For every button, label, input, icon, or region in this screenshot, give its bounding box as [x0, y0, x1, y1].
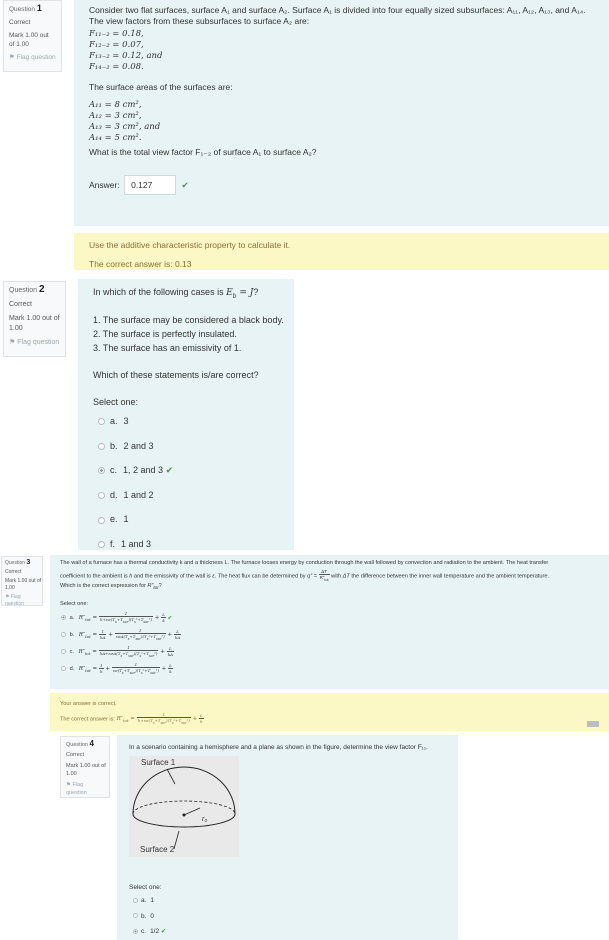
q4-figure: [129, 756, 239, 857]
q2-question: In which of the following cases is $E_b = J$?: [93, 287, 259, 300]
q2-statement: 3. The surface has an emissivity of 1.: [93, 343, 242, 353]
q4-figure-radius: r₀: [202, 816, 208, 823]
q2-mark: Mark 1.00 out of 1.00: [9, 315, 60, 332]
q2-flag-label: Flag question: [17, 339, 60, 346]
q4-question: In a scenario containing a hemisphere and a plane as shown in the figure, determine the view factor F₁₁.: [129, 744, 428, 751]
q2-number-label: Question: [9, 287, 38, 294]
q2-option-letter: e.: [110, 514, 118, 525]
q3-option-formula: $R''_{tot}$ = $\frac{1}{h+\varepsilon\sigma(T_s+T_{sur})(T_s^2+T_{sur}^2)}$ + $\frac{L}{k}$: [78, 611, 165, 624]
q3-feedback-correct: Your answer is correct.: [60, 701, 117, 707]
q3-text-line2: coefficient to the ambient is h and the emissivity of the wall is ε. The heat flux can be determined by q″ = $\frac{\Delta T}{R''_{tot}}$ with ΔT the difference between the inner wall temperature and the ambient temperature.: [60, 569, 550, 582]
q4-select-one: Select one:: [129, 884, 162, 891]
q4-figure-surface1: Surface 1: [141, 758, 176, 767]
q4-info-box: [60, 736, 110, 798]
q3-option-letter: c.: [69, 649, 74, 656]
q3-flag-button[interactable]: [5, 594, 39, 608]
q2-option[interactable]: [98, 538, 151, 550]
q2-select-one: Select one:: [93, 397, 139, 407]
q3-option-formula: $R''_{tot}$ = $\frac{1}{hA+\varepsilon\sigma A(T_s+T_{sur})(T_s^2+T_{sur}^2)}$ + $\frac{L}{kA}$: [78, 645, 174, 658]
q1-question: What is the total view factor F₁₋₂ of surface A₁ to surface A₂?: [89, 147, 317, 157]
q4-state: Correct: [66, 752, 85, 758]
q1-flag-button[interactable]: [9, 53, 56, 62]
check-icon: ✔: [167, 615, 173, 622]
q2-flag-button[interactable]: [9, 338, 60, 348]
q1-number-label: Question: [9, 6, 36, 13]
q1-area: A₁₄ = 5 cm².: [89, 133, 142, 143]
q3-option-radio[interactable]: [61, 649, 66, 654]
q1-state: Correct: [9, 19, 31, 26]
q4-option[interactable]: [133, 912, 154, 921]
check-icon: ✔: [159, 928, 167, 935]
q1-view-factor: F₁₁₋₂ = 0.18,: [89, 29, 144, 39]
q2-option-radio[interactable]: [98, 541, 105, 548]
q1-vf-intro: The view factors from these subsurfaces to surface A₂ are:: [89, 16, 310, 26]
q3-select-one: Select one:: [60, 601, 88, 607]
q4-mark: Mark 1.00 out of 1.00: [66, 763, 106, 777]
q1-answer-row: [89, 175, 609, 195]
q1-area: A₁₂ = 3 cm²,: [89, 111, 142, 121]
q3-option-c[interactable]: [61, 645, 174, 658]
q1-areas: [89, 100, 609, 144]
q2-option-letter: c.: [110, 465, 118, 476]
q2-option-text: 1 and 2: [123, 489, 154, 500]
q1-info-box: [3, 0, 62, 72]
q4-number: [66, 740, 104, 749]
check-icon: ✔: [163, 465, 174, 476]
q3-option-letter: d.: [69, 666, 75, 673]
q4-option-letter: b.: [141, 912, 147, 920]
q2-content-panel: [78, 279, 294, 550]
q1-answer-label: Answer:: [89, 180, 120, 190]
q2-option-radio[interactable]: [98, 443, 105, 450]
q3-content-panel: [50, 555, 609, 689]
scroll-marker-icon: [587, 721, 599, 727]
q4-option[interactable]: [133, 896, 154, 905]
q2-statement: 1. The surface may be considered a black body.: [93, 315, 284, 325]
q2-option-radio[interactable]: [98, 418, 105, 425]
flag-icon: ⚑: [66, 782, 71, 788]
q3-option-formula: $R''_{tot}$ = $\frac{1}{hA}$ + $\frac{1}{\varepsilon\sigma A(T_s+T_{sur})(T_s^2+T_{sur}^2)}$ + $\frac{L}{kA}$: [78, 628, 181, 641]
q2-statement: 2. The surface is perfectly insulated.: [93, 329, 237, 339]
q1-feedback: [74, 233, 609, 270]
flag-icon: ⚑: [9, 339, 16, 346]
q3-option-radio[interactable]: [61, 615, 66, 620]
q2-option[interactable]: [98, 415, 129, 427]
q2-option-letter: a.: [110, 416, 118, 426]
q1-content-panel: [74, 0, 609, 226]
q4-option-text: 1/2: [150, 928, 160, 935]
q2-option-radio[interactable]: [98, 517, 105, 524]
q2-option-radio[interactable]: [98, 492, 105, 499]
q2-option-letter: d.: [110, 489, 118, 500]
q2-option-letter: b.: [110, 440, 118, 451]
q3-option-radio[interactable]: [61, 666, 66, 671]
q3-number-label: Question: [5, 560, 26, 566]
q4-content-panel: [117, 735, 458, 940]
q3-option-radio[interactable]: [61, 632, 66, 637]
hemisphere-figure: [129, 756, 239, 857]
q2-option[interactable]: [98, 464, 173, 476]
q2-option[interactable]: [98, 513, 129, 525]
q1-view-factor: F₁₃₋₂ = 0.12, and: [89, 51, 163, 61]
q4-option[interactable]: [133, 927, 166, 936]
q3-number: [5, 559, 39, 567]
q3-option-formula: $R''_{tot}$ = $\frac{1}{h}$ + $\frac{1}{\varepsilon\sigma(T_s+T_{sur})(T_s^2+T_{sur}^2)}$ + $\frac{L}{k}$: [78, 662, 172, 675]
q3-option-letter: b.: [69, 632, 75, 639]
q4-option-radio[interactable]: [133, 898, 138, 903]
q1-number-value: 1: [36, 3, 42, 13]
q2-statements: [93, 313, 284, 355]
q2-prompt: Which of these statements is/are correct?: [93, 370, 259, 380]
q4-number-value: 4: [89, 739, 94, 748]
q1-view-factor: F₁₄₋₂ = 0.08.: [89, 62, 144, 72]
q4-option-letter: a.: [141, 897, 147, 904]
q2-option-text: 3: [123, 416, 129, 426]
q2-option[interactable]: [98, 440, 154, 452]
q2-option-text: 1, 2 and 3: [123, 465, 164, 476]
q3-number-value: 3: [26, 559, 31, 566]
q4-option-text: 0: [150, 912, 155, 920]
q1-view-factors: [89, 29, 609, 73]
check-icon: ✔: [181, 180, 189, 190]
q1-feedback-correct: The correct answer is: 0.13: [89, 259, 192, 269]
q4-figure-surface2: Surface 2: [140, 845, 175, 854]
q3-text-line1: The wall of a furnace has a thermal conductivity k and a thickness L. The furnace looses energy by conduction through the wall followed by convection and radiation to the ambient. The heat transfer: [60, 560, 549, 566]
q1-feedback-hint: Use the additive characteristic property to calculate it.: [89, 240, 291, 250]
q2-option-text: 1: [123, 514, 129, 525]
q4-flag-label: Flag question: [66, 782, 87, 796]
q4-number-label: Question: [66, 742, 89, 748]
q3-feedback-answer: The correct answer is: $R''_{tot}$ = $\frac{1}{h+\varepsilon\sigma(T_s+T_{sur})(T_s^2+T_{sur}^2)}$ + $\frac{L}{k}$: [60, 712, 203, 725]
q4-option-letter: c.: [141, 928, 147, 935]
q1-area: A₁₃ = 3 cm², and: [89, 122, 161, 132]
q1-number: [9, 4, 56, 14]
q4-flag-button[interactable]: [66, 781, 104, 797]
q1-view-factor: F₁₂₋₂ = 0.07,: [89, 40, 144, 50]
q2-option-text: 2 and 3: [123, 440, 154, 451]
flag-icon: ⚑: [9, 54, 15, 61]
q3-option-d[interactable]: [61, 662, 173, 675]
q2-option[interactable]: [98, 489, 154, 501]
q3-state: Correct: [5, 569, 22, 575]
q3-feedback: [50, 693, 609, 731]
q1-answer-input[interactable]: 0.127: [124, 175, 176, 195]
q1-flag-label: Flag question: [16, 54, 56, 61]
q1-area-intro: The surface areas of the surfaces are:: [89, 82, 233, 92]
q2-state: Correct: [9, 301, 32, 308]
q3-option-letter: a.: [69, 615, 75, 622]
q1-mark: Mark 1.00 out of 1.00: [9, 32, 49, 48]
q4-option-text: 1: [150, 897, 155, 904]
q2-option-radio[interactable]: [98, 467, 105, 474]
q3-flag-label: Flag question: [5, 594, 24, 607]
q3-mark: Mark 1.00 out of 1.00: [5, 578, 42, 591]
flag-icon: ⚑: [5, 594, 10, 600]
q1-intro: Consider two flat surfaces, surface A₁ and surface A₂. Surface A₁ is divided into four equally sized subsurfaces: A₁₁, A₁₂, A₁₃, and A₁₄.: [89, 5, 586, 15]
q3-feedback-answer-label: The correct answer is:: [60, 716, 116, 723]
q2-number-value: 2: [38, 284, 45, 295]
q2-option-letter: f.: [110, 539, 116, 549]
q2-number: [9, 285, 60, 296]
q3-option-a[interactable]: [61, 611, 172, 624]
q3-option-b[interactable]: [61, 628, 181, 641]
q2-info-box: [3, 281, 66, 357]
q1-area: A₁₁ = 8 cm²,: [89, 100, 142, 110]
q3-info-box: [1, 556, 43, 606]
q3-prompt: Which is the correct expression for $R''_{tot}$?: [60, 583, 162, 591]
q4-option-radio[interactable]: [133, 913, 138, 918]
q2-option-text: 1 and 3: [121, 539, 152, 549]
q4-option-radio[interactable]: [133, 929, 138, 934]
